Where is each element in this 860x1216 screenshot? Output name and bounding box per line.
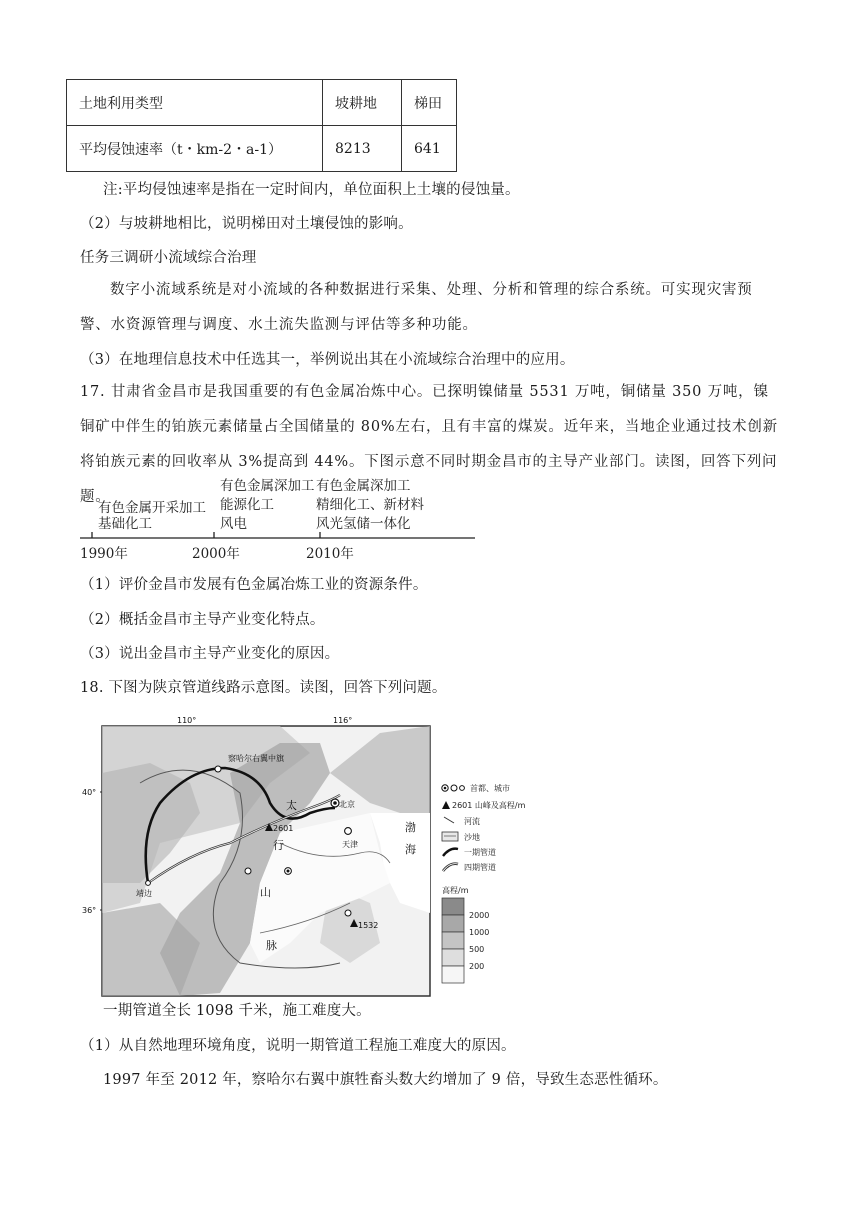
legend-item: 首都、城市 — [470, 784, 510, 793]
legend-item: 2601 山峰及高程/m — [452, 801, 526, 810]
elevation-legend-title: 高程/m — [442, 886, 469, 895]
question-17-2: （2）概括金昌市主导产业变化特点。 — [80, 612, 325, 628]
longitude-label: 110° — [177, 716, 197, 725]
elevation-band — [442, 898, 464, 915]
question-16-3: （3）在地理信息技术中任选其一，举例说出其在小流域综合治理中的应用。 — [80, 352, 575, 368]
map-legend — [442, 783, 526, 983]
peak-label: 1532 — [358, 921, 379, 930]
city-marker — [146, 881, 151, 886]
period-2000-industry: 能源化工 — [220, 497, 274, 513]
legend-item: 四期管道 — [464, 863, 496, 872]
city-marker — [245, 868, 251, 874]
period-2010-industry: 精细化工、新材料 — [316, 497, 424, 513]
question-18-note: 一期管道全长 1098 千米，施工难度大。 — [103, 1003, 371, 1019]
mountain-label: 脉 — [266, 939, 277, 952]
question-18-paragraph: 1997 年至 2012 年，察哈尔右翼中旗牲畜头数大约增加了 9 倍，导致生态恶性循环。 — [103, 1072, 668, 1088]
legend-item: 沙地 — [464, 833, 480, 842]
task3-paragraph: 数字小流域系统是对小流域的各种数据进行采集、处理、分析和管理的综合系统。可实现灾害预警、水资源管理与调度、水土流失监测与评估等多种功能。 — [80, 282, 753, 333]
period-1990-industry: 有色金属开采加工 — [98, 500, 206, 516]
table-cell: 8213 — [323, 126, 402, 172]
table-header-cell: 坡耕地 — [323, 80, 402, 126]
table-header-cell: 土地利用类型 — [67, 80, 323, 126]
place-label: 察哈尔右翼中旗 — [228, 754, 284, 763]
period-2000-industry: 有色金属深加工 — [220, 478, 315, 494]
pipeline-map — [80, 713, 540, 1003]
sea-label: 海 — [405, 843, 416, 856]
legend-item: 一期管道 — [464, 848, 496, 857]
city-marker — [215, 766, 221, 772]
map-figure — [80, 713, 540, 1003]
sea-label: 渤 — [405, 821, 416, 834]
elevation-band — [442, 949, 464, 966]
latitude-label: 40° — [82, 788, 97, 797]
city-marker — [345, 910, 351, 916]
table-header-cell: 梯田 — [402, 80, 457, 126]
table-note: 注:平均侵蚀速率是指在一定时间内，单位面积上土壤的侵蚀量。 — [103, 182, 520, 198]
elevation-level-label: 1000 — [469, 928, 490, 937]
industry-timeline — [80, 474, 480, 566]
place-label: 靖边 — [136, 889, 152, 898]
period-2010-industry: 有色金属深加工 — [316, 478, 411, 494]
city-marker — [345, 828, 352, 835]
elevation-band — [442, 915, 464, 932]
peak-label: 2601 — [273, 824, 294, 833]
longitude-label: 116° — [333, 716, 353, 725]
table-cell: 平均侵蚀速率（t・km-2・a-1） — [67, 126, 323, 172]
question-16-2: （2）与坡耕地相比，说明梯田对土壤侵蚀的影响。 — [80, 216, 413, 232]
elevation-band — [442, 932, 464, 949]
mountain-label: 山 — [260, 886, 271, 899]
mountain-label: 太 — [286, 799, 297, 812]
question-17-1: （1）评价金昌市发展有色金属冶炼工业的资源条件。 — [80, 577, 428, 593]
question-18-intro: 18. 下图为陕京管道线路示意图。读图，回答下列问题。 — [80, 680, 447, 696]
elevation-legend — [442, 898, 489, 983]
elevation-level-label: 500 — [469, 945, 485, 954]
question-17-intro: 17. 甘肃省金昌市是我国重要的有色金属冶炼中心。已探明镍储量 5531 万吨，铜储量 350 万吨，镍铜矿中伴生的铂族元素储量占全国储量的 80%左右，且有丰富的煤炭。近年来，当地企业通过技术创新将铂族元素的回收率从 3%提高到 44%。下图示意不同时期金昌市的主导产业部门。读图，回答下列问题。 — [80, 384, 778, 505]
year-label: 1990年 — [80, 546, 128, 562]
period-1990-industry: 基础化工 — [98, 516, 152, 532]
place-label: 天津 — [342, 840, 358, 849]
task3-title: 任务三调研小流域综合治理 — [80, 250, 257, 266]
erosion-rate-table — [66, 79, 457, 172]
mountain-label: 行 — [273, 839, 284, 852]
question-17-3: （3）说出金昌市主导产业变化的原因。 — [80, 646, 340, 662]
place-label: 北京 — [339, 800, 355, 809]
elevation-band — [442, 966, 464, 983]
year-label: 2000年 — [192, 546, 240, 562]
latitude-label: 36° — [82, 906, 97, 915]
year-label: 2010年 — [306, 546, 354, 562]
period-2000-industry: 风电 — [220, 516, 247, 532]
period-2010-industry: 风光氢储一体化 — [316, 516, 411, 532]
legend-item: 河流 — [464, 817, 480, 826]
question-18-1: （1）从自然地理环境角度，说明一期管道工程施工难度大的原因。 — [80, 1038, 516, 1054]
elevation-level-label: 200 — [469, 962, 485, 971]
table-row — [67, 126, 457, 172]
elevation-level-label: 2000 — [469, 911, 490, 920]
table-cell: 641 — [402, 126, 457, 172]
table-header-row — [67, 80, 457, 126]
